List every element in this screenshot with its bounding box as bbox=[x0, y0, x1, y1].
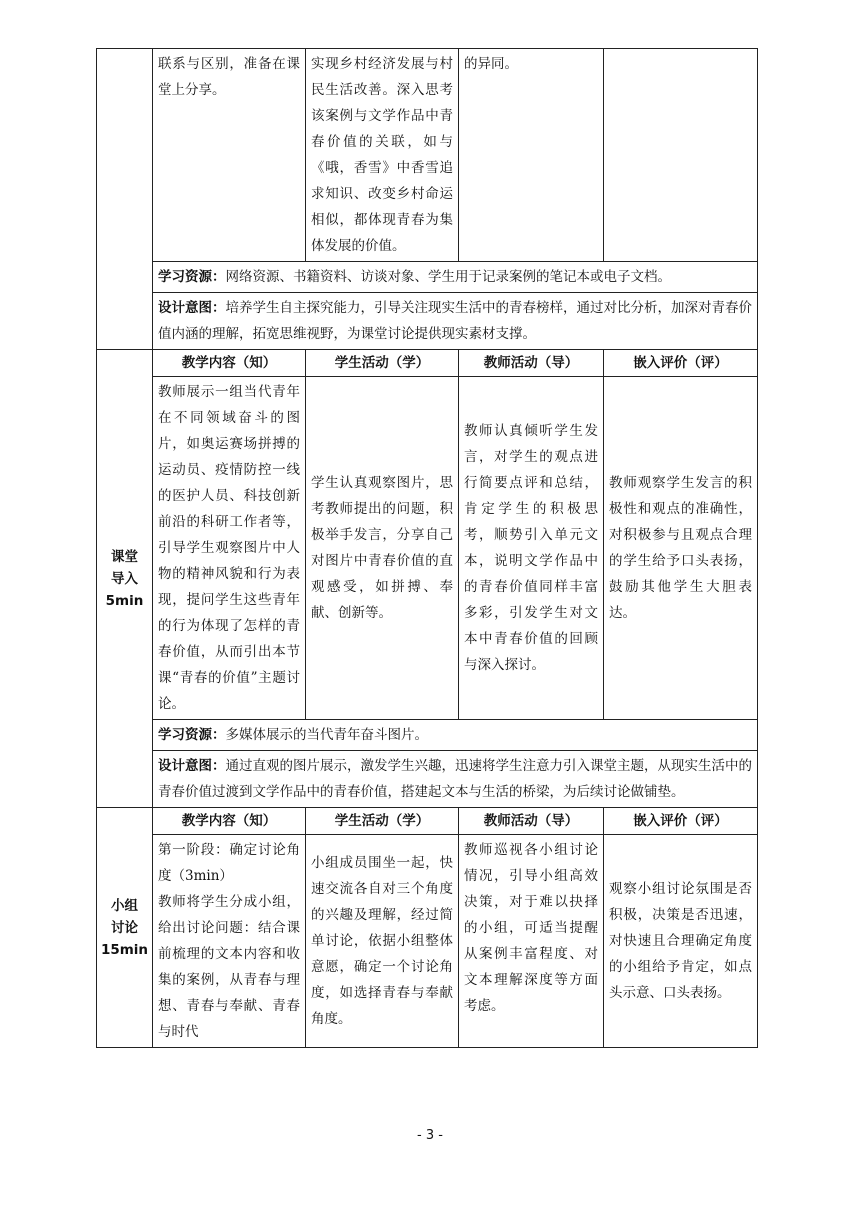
s2-intent-row bbox=[97, 751, 758, 808]
s3-content-cell: 第一阶段：确定讨论角度（3min） 教师将学生分成小组，给出讨论问题：结合课前梳理的文本内容和收集的案例，从青春与理想、青春与奉献、青春与时代 bbox=[153, 835, 306, 1048]
s2-content-row bbox=[97, 377, 758, 720]
page-number: - 3 - bbox=[417, 1128, 443, 1143]
s1-intent-cell bbox=[153, 293, 758, 350]
s1-resources-cell bbox=[153, 262, 758, 293]
s2-header-content: 教学内容（知） bbox=[153, 350, 306, 377]
s2-intent-text: 通过直观的图片展示，激发学生兴趣，迅速将学生注意力引入课堂主题，从现实生活中的青春价值过渡到文学作品中的青春价值，搭建起文本与生活的桥梁，为后续讨论做铺垫。 bbox=[158, 758, 752, 800]
s1-content-row bbox=[97, 49, 758, 262]
s1-intent-label: 设计意图： bbox=[158, 300, 226, 316]
s2-resources-cell bbox=[153, 720, 758, 751]
s3-teacher-cell: 教师巡视各小组讨论情况，引导小组高效决策，对于难以抉择的小组，可适当提醒从案例丰富程度、对文本理解深度等方面考虑。 bbox=[459, 835, 604, 1048]
s2-eval-cell: 教师观察学生发言的积极性和观点的准确性，对积极参与且观点合理的学生给予口头表扬，鼓励其他学生大胆表达。 bbox=[604, 377, 758, 720]
s2-resources-text: 多媒体展示的当代青年奋斗图片。 bbox=[225, 727, 428, 743]
s3-header-row bbox=[97, 808, 758, 835]
s1-intent-text: 培养学生自主探究能力，引导关注现实生活中的青春榜样，通过对比分析，加深对青春价值内涵的理解，拓宽思维视野，为课堂讨论提供现实素材支撑。 bbox=[158, 300, 752, 342]
s3-header-teacher: 教师活动（导） bbox=[459, 808, 604, 835]
s2-header-eval: 嵌入评价（评） bbox=[604, 350, 758, 377]
s2-intent-label: 设计意图： bbox=[158, 758, 226, 774]
s3-header-student: 学生活动（学） bbox=[306, 808, 459, 835]
s2-header-row bbox=[97, 350, 758, 377]
s1-teacher-cell: 的异同。 bbox=[459, 49, 604, 262]
s2-content-cell: 教师展示一组当代青年在不同领域奋斗的图片，如奥运赛场拼搏的运动员、疫情防控一线的医护人员、科技创新前沿的科研工作者等，引导学生观察图片中人物的精神风貌和行为表现，提问学生这些青年的行为体现了怎样的青春价值，从而引出本节课“青春的价值”主题讨论。 bbox=[153, 377, 306, 720]
s3-header-eval: 嵌入评价（评） bbox=[604, 808, 758, 835]
s2-student-cell: 学生认真观察图片，思考教师提出的问题，积极举手发言，分享自己对图片中青春价值的直观感受，如拼搏、奉献、创新等。 bbox=[306, 377, 459, 720]
s2-header-teacher: 教师活动（导） bbox=[459, 350, 604, 377]
s3-content-row bbox=[97, 835, 758, 1048]
s1-eval-cell bbox=[604, 49, 758, 262]
s2-stage-cell: 课堂 导入 5min bbox=[97, 350, 153, 808]
s3-stage-cell: 小组 讨论 15min bbox=[97, 808, 153, 1048]
s1-student-cell: 实现乡村经济发展与村民生活改善。深入思考该案例与文学作品中青春价值的关联，如与《哦，香雪》中香雪追求知识、改变乡村命运相似，都体现青春为集体发展的价值。 bbox=[306, 49, 459, 262]
s1-resources-text: 网络资源、书籍资料、访谈对象、学生用于记录案例的笔记本或电子文档。 bbox=[225, 269, 671, 285]
s2-header-student: 学生活动（学） bbox=[306, 350, 459, 377]
lesson-plan-table bbox=[96, 48, 758, 1048]
s3-header-content: 教学内容（知） bbox=[153, 808, 306, 835]
s1-stage-cell bbox=[97, 49, 153, 350]
s2-intent-cell bbox=[153, 751, 758, 808]
s1-resources-label: 学习资源： bbox=[158, 269, 226, 285]
s3-eval-cell: 观察小组讨论氛围是否积极，决策是否迅速，对快速且合理确定角度的小组给予肯定，如点头示意、口头表扬。 bbox=[604, 835, 758, 1048]
s3-student-cell: 小组成员围坐一起，快速交流各自对三个角度的兴趣及理解，经过简单讨论，依据小组整体意愿，确定一个讨论角度，如选择青春与奉献角度。 bbox=[306, 835, 459, 1048]
s2-resources-row bbox=[97, 720, 758, 751]
s2-teacher-cell: 教师认真倾听学生发言，对学生的观点进行简要点评和总结，肯定学生的积极思考，顺势引入单元文本，说明文学作品中的青春价值同样丰富多彩，引发学生对文本中青春价值的回顾与深入探讨。 bbox=[459, 377, 604, 720]
s1-intent-row bbox=[97, 293, 758, 350]
s1-content-cell: 联系与区别，准备在课堂上分享。 bbox=[153, 49, 306, 262]
s1-resources-row bbox=[97, 262, 758, 293]
s2-resources-label: 学习资源： bbox=[158, 727, 226, 743]
